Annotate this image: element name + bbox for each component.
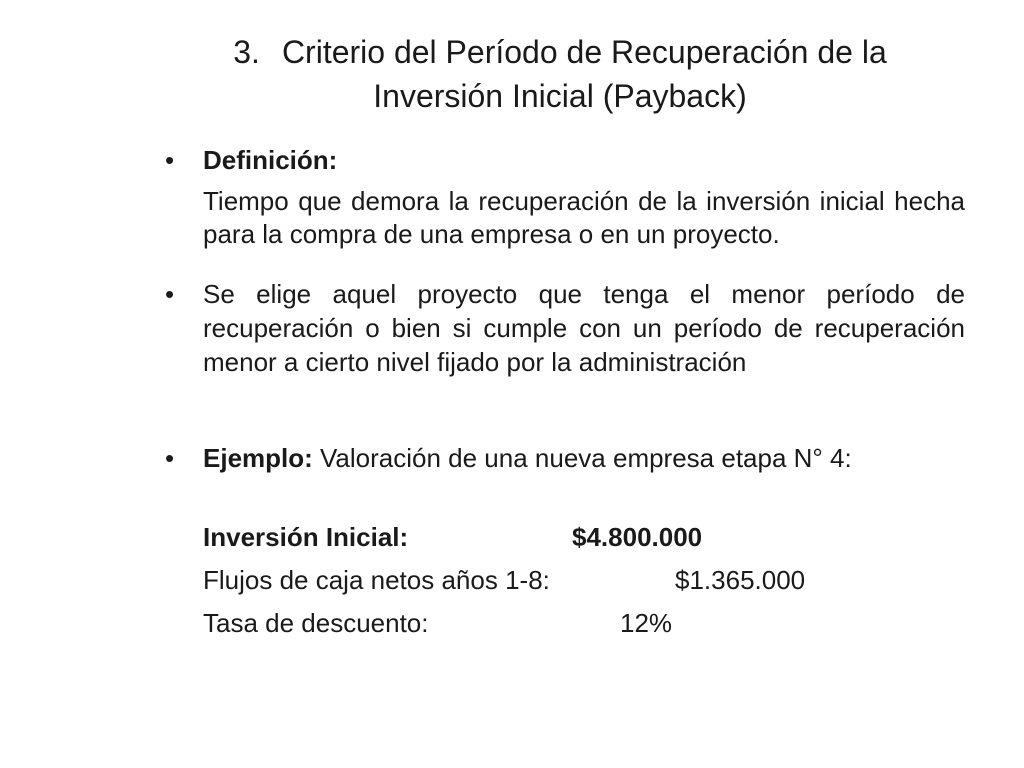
definition-text: Tiempo que demora la recuperación de la inversión inicial hecha para la compra de una empresa o en un proyecto.	[203, 186, 965, 249]
slide-title	[150, 30, 970, 118]
example-row-value: 12%	[620, 608, 673, 638]
example-row	[203, 520, 903, 563]
example-text: Valoración de una nueva empresa etapa N° 4:	[312, 443, 852, 473]
bullet-definicion	[165, 143, 965, 251]
bullet-marker: •	[165, 145, 175, 175]
example-row-value: $1.365.000	[675, 565, 806, 595]
example-heading	[203, 441, 965, 475]
example-row	[203, 606, 903, 649]
bullet-label: Definición:	[203, 145, 338, 175]
example-label: Ejemplo:	[203, 443, 313, 473]
selection-text: Se elige aquel proyecto que tenga el menor período de recuperación o bien si cumple con un período de recuperación menor a cierto nivel fijado por la administración	[203, 279, 965, 377]
bullet-seleccion	[165, 277, 965, 379]
title-number: 3.	[233, 34, 260, 70]
title-line-2: Inversión Inicial (Payback)	[373, 78, 747, 114]
bullet-marker: •	[165, 279, 175, 309]
bullet-marker: •	[165, 443, 175, 473]
title-text-1: Criterio del Período de Recuperación de la	[281, 34, 887, 70]
title-line-1	[150, 30, 970, 74]
bullet-ejemplo	[165, 441, 965, 475]
example-row-label: Inversión Inicial:	[203, 522, 409, 552]
example-row-value: $4.800.000	[572, 522, 703, 552]
example-table	[203, 520, 903, 649]
example-row	[203, 563, 903, 606]
example-row-label: Flujos de caja netos años 1-8:	[203, 565, 550, 595]
example-row-label: Tasa de descuento:	[203, 608, 429, 638]
